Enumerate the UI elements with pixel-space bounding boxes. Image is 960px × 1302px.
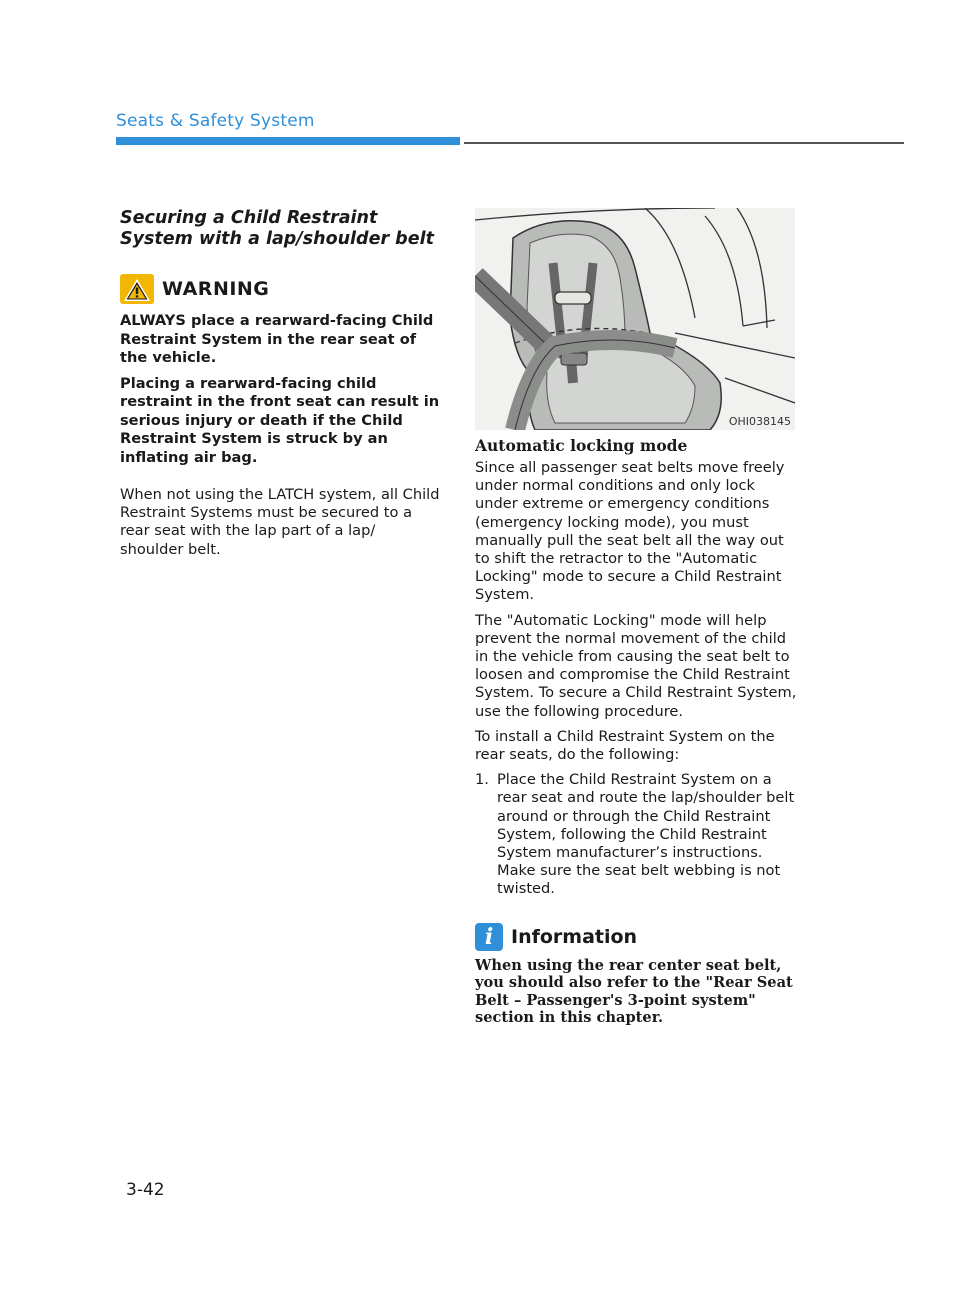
- body-paragraph: The "Automatic Locking" mode will help prevent the normal movement of the child in the vehicle from causing the seat belt to loosen and compromise the Child Restraint System. To secure a Child Restraint System, use the following procedure.: [475, 611, 797, 720]
- info-title: Information: [511, 925, 638, 948]
- step-item: [475, 771, 797, 898]
- warning-icon: [120, 274, 154, 304]
- info-icon: i: [475, 923, 503, 951]
- warning-header: [120, 274, 442, 304]
- step-number: 1.: [475, 771, 489, 789]
- warning-text: ALWAYS place a rearward-facing Child Restraint System in the rear seat of the vehicle.: [120, 312, 434, 366]
- header-rule-accent: [116, 137, 460, 145]
- child-seat-illustration: [475, 208, 795, 430]
- right-column: [475, 208, 797, 1027]
- warning-title: WARNING: [162, 278, 270, 300]
- page-number: 3-42: [126, 1180, 165, 1200]
- body-paragraph: Since all passenger seat belts move freely under normal conditions and only lock under extreme or emergency conditions (emergency locking mode), you must manually pull the seat belt all the way out to shift the retractor to the "Automatic Locking" mode to secure a Child Restraint System.: [475, 459, 785, 604]
- figure-code: OHI038145: [728, 415, 791, 428]
- warning-text: Placing a rearward-facing child restraint in the front seat can result in serious injury or death if the Child Restraint System is struck by an inflating air bag.: [120, 374, 440, 466]
- step-text: Place the Child Restraint System on a rear seat and route the lap/shoulder belt around or through the Child Restraint System, following the Child Restraint System manufacturer’s instructions. Make sure the seat belt webbing is not twisted.: [497, 771, 795, 898]
- header-rule: [464, 142, 904, 144]
- section-title: Seats & Safety System: [116, 111, 315, 131]
- child-seat-drawing: [475, 208, 795, 430]
- section-heading: Securing a Child Restraint System with a lap/shoulder belt: [120, 208, 434, 249]
- body-paragraph: To install a Child Restraint System on the rear seats, do the following:: [475, 727, 775, 764]
- subheading: Automatic locking mode: [475, 436, 688, 455]
- info-text: When using the rear center seat belt, you should also refer to the "Rear Seat Belt – Passenger's 3-point system" section in this chapter.: [475, 956, 793, 1027]
- body-paragraph: When not using the LATCH system, all Child Restraint Systems must be secured to a rear seat with the lap part of a lap/ shoulder belt.: [120, 486, 440, 558]
- left-column: [120, 208, 442, 566]
- info-header: [475, 923, 797, 951]
